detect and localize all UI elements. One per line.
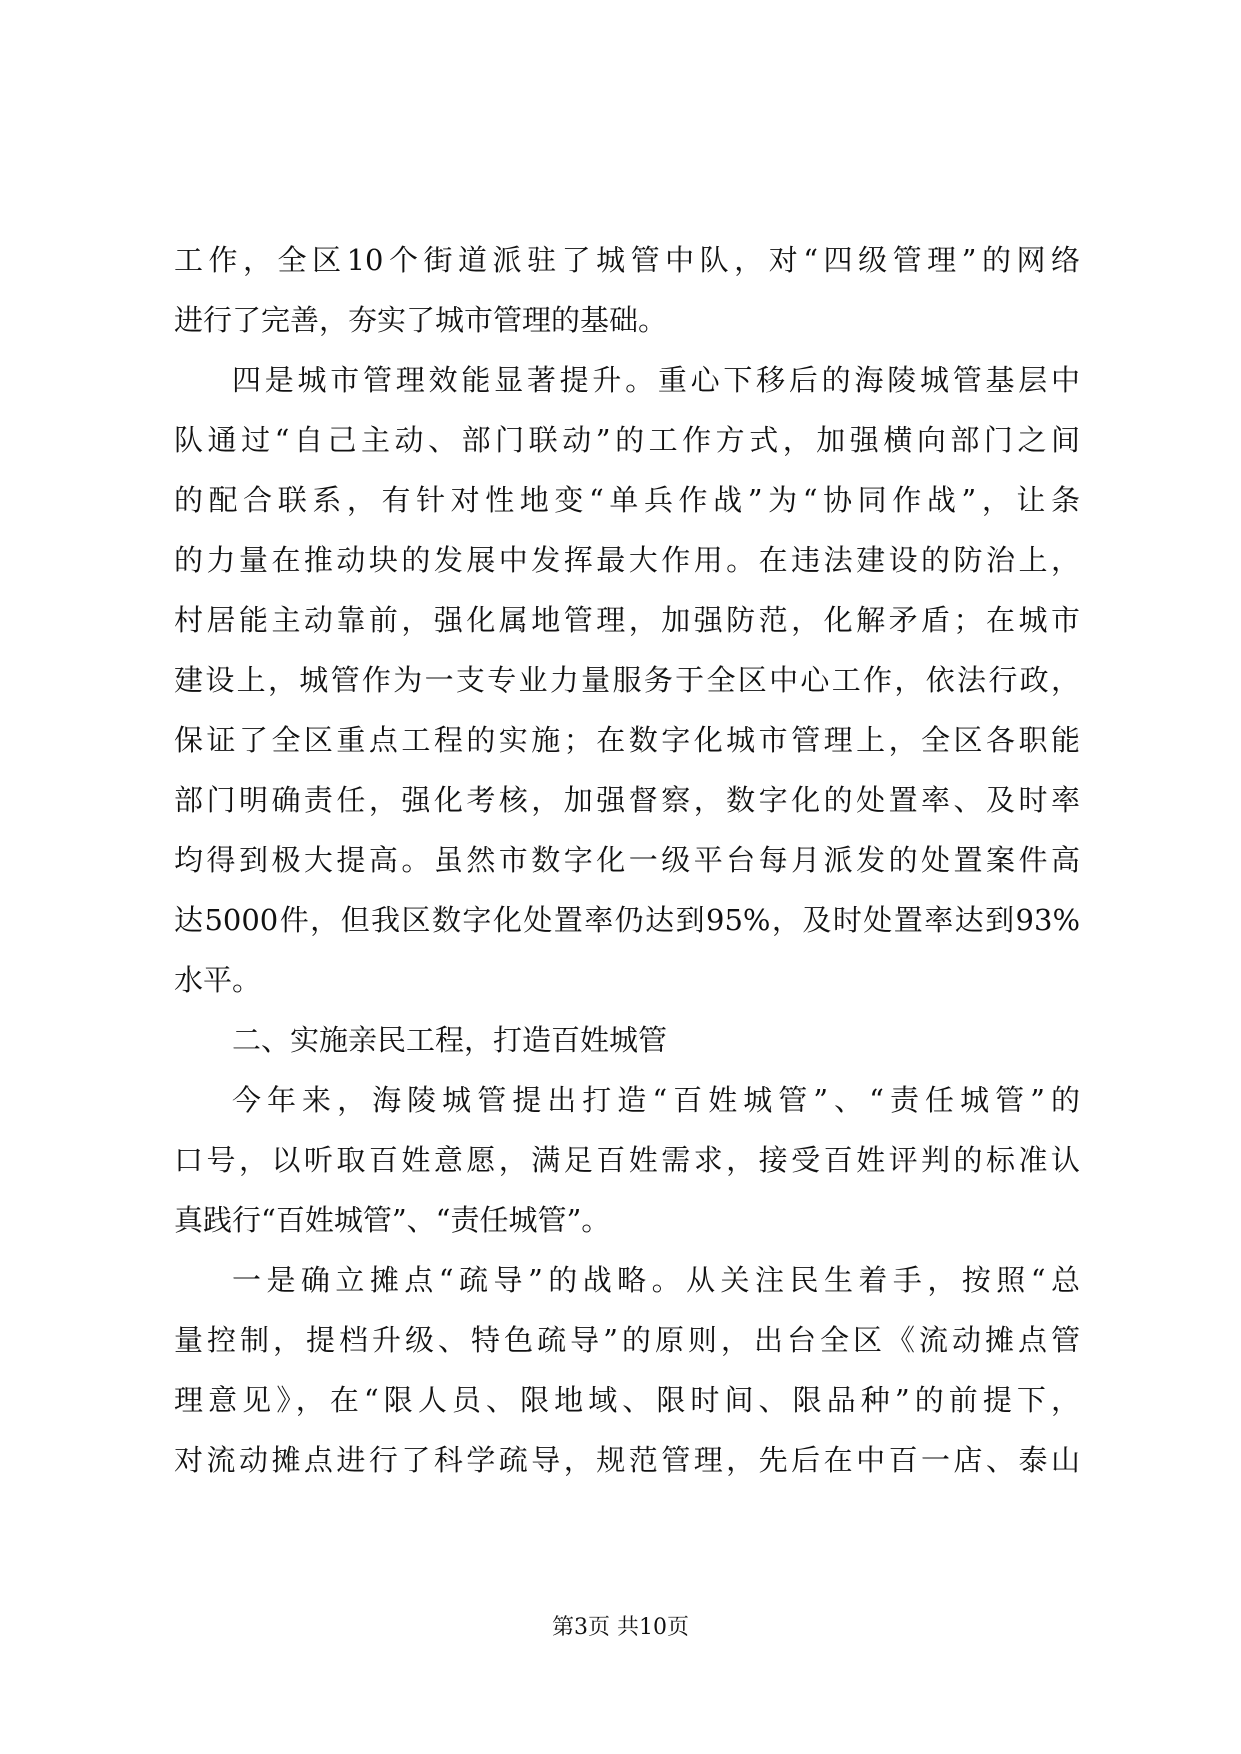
text-line: 理意见》，在“限人员、限地域、限时间、限品种”的前提下， [174, 1383, 1080, 1417]
text-line: 建设上，城管作为一支专业力量服务于全区中心工作，依法行政， [174, 663, 1080, 697]
text-line: 村居能主动靠前，强化属地管理，加强防范，化解矛盾；在城市 [174, 603, 1080, 637]
text-line: 部门明确责任，强化考核，加强督察，数字化的处置率、及时率 [174, 783, 1080, 817]
text-line: 水平。 [174, 963, 262, 997]
text-line: 达5000件，但我区数字化处置率仍达到95%，及时处置率达到93% [174, 903, 1080, 937]
paragraph-first-line: 今年来，海陵城管提出打造“百姓城管”、“责任城管”的 [232, 1083, 1080, 1117]
text-line: 保证了全区重点工程的实施；在数字化城市管理上，全区各职能 [174, 723, 1080, 757]
paragraph-first-line: 四是城市管理效能显著提升。重心下移后的海陵城管基层中 [232, 363, 1080, 397]
text-line: 量控制，提档升级、特色疏导”的原则，出台全区《流动摊点管 [174, 1323, 1080, 1357]
page-footer: 第3页 共10页 [552, 1615, 689, 1640]
document-body [174, 230, 1080, 1490]
text-line: 口号，以听取百姓意愿，满足百姓需求，接受百姓评判的标准认 [174, 1143, 1080, 1177]
paragraph-first-line: 一是确立摊点“疏导”的战略。从关注民生着手，按照“总 [232, 1263, 1080, 1297]
text-line: 均得到极大提高。虽然市数字化一级平台每月派发的处置案件高 [174, 843, 1080, 877]
text-line: 真践行“百姓城管”、“责任城管”。 [174, 1203, 611, 1237]
text-line: 队通过“自己主动、部门联动”的工作方式，加强横向部门之间 [174, 423, 1080, 457]
text-line: 的力量在推动块的发展中发挥最大作用。在违法建设的防治上， [174, 543, 1080, 577]
text-line: 对流动摊点进行了科学疏导，规范管理，先后在中百一店、泰山 [174, 1443, 1080, 1477]
text-line: 进行了完善，夯实了城市管理的基础。 [174, 303, 668, 337]
text-line: 的配合联系，有针对性地变“单兵作战”为“协同作战”，让条 [174, 483, 1080, 517]
text-line: 工作，全区10个街道派驻了城管中队，对“四级管理”的网络 [174, 243, 1080, 277]
paragraph-first-line: 二、实施亲民工程，打造百姓城管 [232, 1023, 668, 1057]
